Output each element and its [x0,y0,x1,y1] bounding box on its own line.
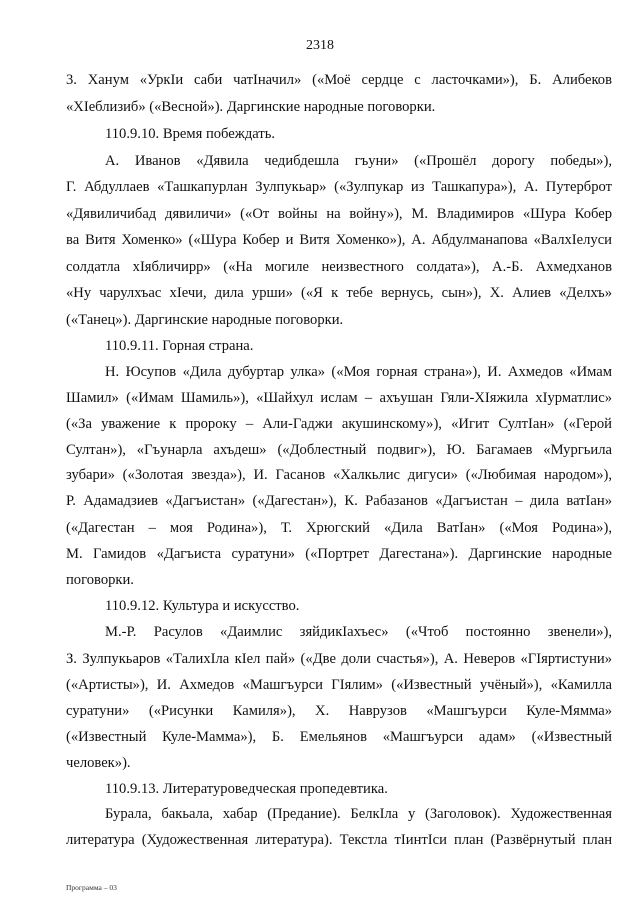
text-line: М.-Р. Расулов «Даимлис зяйдикIахъес» («Чтоб постоянно звенели»), [105,624,612,640]
text-line: («Танец»). Даргинские народные поговорки. [66,312,344,328]
text-line: поговорки. [66,572,134,588]
text-line: Г. Абдуллаев «Ташкапурлан Зулпукьар» («Зулпукар из Ташкапура»), А. Путерброт [66,179,612,195]
text-line: Султан»), «Гъунарла ахъдеш» («Доблестный подвиг»), Ю. Багамаев «Мургьила [66,442,612,458]
text-line: («За уважение к пророку – Али-Гаджи акушинскому»), «Игит СултIан» («Герой [66,416,612,432]
text-line: литература (Художественная литература). Текстла тIинтIси план (Развёрнутый план [66,832,612,848]
text-line: «Дявиличибад дявиличи» («От войны на войну»), М. Владимиров «Шура Кобер [66,206,612,222]
text-line: А. Иванов «Дявила чедибдешла гъуни» («Прошёл дорогу победы»), [105,153,612,169]
footer-label: Программа – 03 [66,883,117,892]
text-line: Шамил» («Имам Шамиль»), «Шайхул ислам – ахъушан Гяли-ХIяжила хIурматлис» [66,390,612,406]
text-line: солдатла хIябличирр» («На могиле неизвестного солдата»), А.-Б. Ахмедханов [66,259,612,275]
text-line: ва Витя Хоменко» («Шура Кобер и Витя Хоменко»), А. Абдулманапова «ВалхIелуси [66,232,612,248]
text-line: («Известный Куле-Мамма»), Б. Емельянов «Машгъурси адам» («Известный [66,729,612,745]
section-heading: 110.9.12. Культура и искусство. [105,598,300,614]
text-line: «ХIеблизиб» («Весной»). Даргинские народные поговорки. [66,99,436,115]
page-number: 2318 [306,38,334,53]
text-line: («Артисты»), И. Ахмедов «Машгъурси ГIялим» («Известный учёный»), «Камилла [66,677,612,693]
section-heading: 110.9.11. Горная страна. [105,338,254,354]
text-line: 3. Ханум «УркIи саби чатIначил» («Моё сердце с ласточками»), Б. Алибеков [66,72,612,88]
text-line: «Ну чарулхъас хIечи, дила урши» («Я к тебе вернусь, сын»), Х. Алиев «Делхъ» [66,285,612,301]
text-line: М. Гамидов «Дагъиста суратуни» («Портрет Дагестана»). Даргинские народные [66,546,612,562]
section-heading: 110.9.13. Литературоведческая пропедевтика. [105,781,388,797]
text-line: З. Зулпукьаров «ТалихIла кIел пай» («Две доли счастья»), А. Неверов «ГIяртистуни» [66,651,612,667]
text-line: («Дагестан – моя Родина»), Т. Хрюгский «Дила ВатIан» («Моя Родина»), [66,520,612,536]
text-line: суратуни» («Рисунки Камиля»), Х. Наврузов «Машгъурси Куле-Мямма» [66,703,612,719]
section-heading: 110.9.10. Время побеждать. [105,126,276,142]
text-line: человек»). [66,755,131,771]
text-line: Н. Юсупов «Дила дубуртар улка» («Моя горная страна»), И. Ахмедов «Имам [105,364,612,380]
text-line: Бурала, бакьала, хабар (Предание). БелкIла у (Заголовок). Художественная [105,806,612,822]
text-line: Р. Адамадзиев «Дагъистан» («Дагестан»), К. Рабазанов «Дагъистан – дила ватIан» [66,493,612,509]
text-line: зубари» («Золотая звезда»), И. Гасанов «Халкьлис дигуси» («Любимая народом»), [66,467,612,483]
